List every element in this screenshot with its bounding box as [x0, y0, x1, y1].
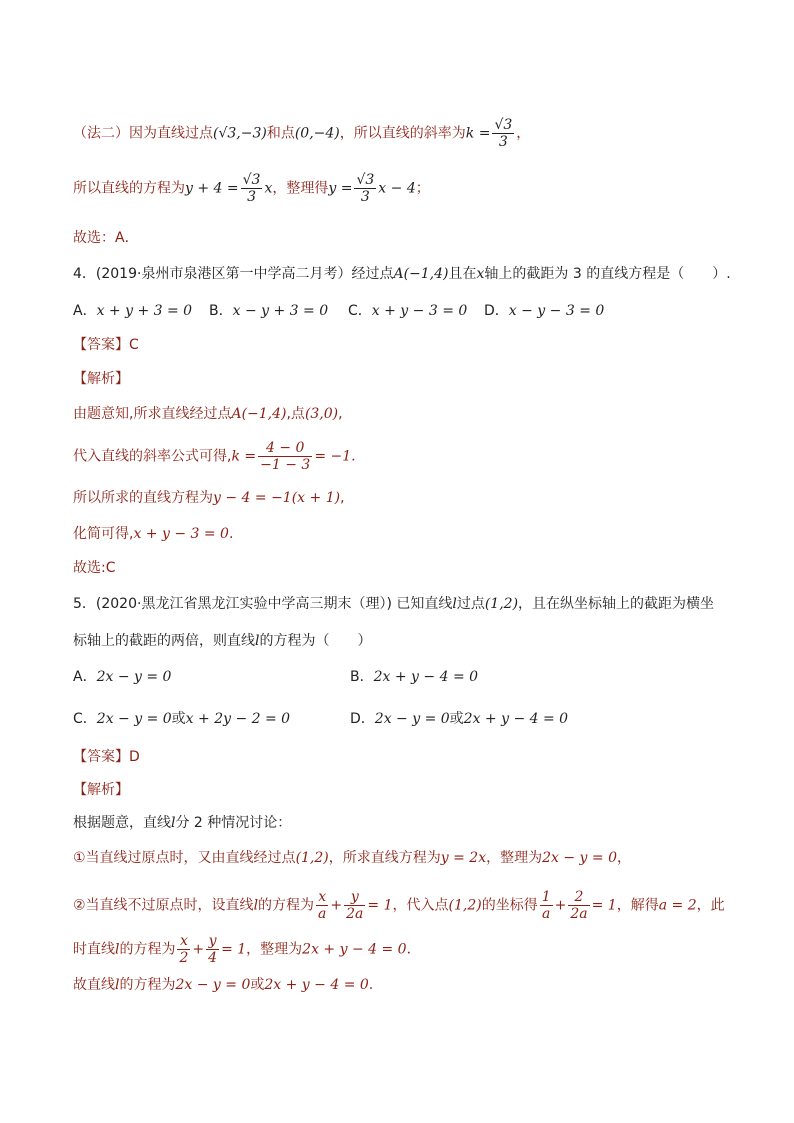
q5-c1-b: ，所求直线方程为	[328, 850, 441, 866]
method2-text2: ，所以直线的斜率为	[339, 125, 466, 142]
method2-point2: (0,−4)	[294, 125, 340, 142]
q4-answer: 【答案】C	[73, 337, 139, 353]
q4-stem-c: 轴上的截距为 3 的直线方程是（ ）.	[484, 266, 731, 282]
answer-prev: 故选：A．	[73, 230, 139, 246]
frac-den: 4	[208, 950, 218, 966]
q5-options-row1	[73, 667, 478, 687]
method2-line	[73, 117, 530, 150]
q5-c2-frac1	[316, 889, 328, 922]
option-text: x + y + 3 = 0	[96, 303, 193, 319]
option-label: A．	[73, 303, 97, 319]
q5-c3-a: 时直线	[73, 941, 115, 958]
q4-s4-end: .	[228, 526, 234, 542]
q4-s2-den: −1 − 3	[260, 457, 311, 473]
frac-num: 2	[568, 889, 589, 906]
frac-num: y	[206, 933, 219, 950]
q5-c3-eq2: 2x + y − 4 = 0	[302, 941, 407, 958]
q4-option-b	[209, 301, 348, 321]
q4-step1	[73, 404, 343, 424]
q5-final	[73, 975, 373, 995]
frac-den: 2a	[346, 906, 364, 922]
q5-c1-c: ，整理为	[486, 850, 543, 866]
q4-s2-k: k =	[231, 448, 257, 465]
q5-l2: l	[255, 633, 260, 649]
q4-choose: 故选:C	[73, 560, 116, 576]
q5-c3-l: l	[115, 941, 120, 958]
q5-point: (1,2)	[484, 596, 519, 612]
q4-step2	[73, 440, 356, 473]
q5-s1-a: 根据题意，直线	[73, 815, 171, 831]
q5-analysis: 【解析】	[73, 782, 129, 798]
option-text: 2x − y = 0	[96, 711, 172, 727]
q5-stem-c: ，且在纵坐标轴上的截距为横坐	[518, 596, 715, 612]
q5-c2-d: 的坐标得	[481, 897, 538, 914]
q5-stem-line1	[73, 594, 714, 614]
equation-prefix: 所以直线的方程为	[73, 180, 185, 197]
q4-s3-a: 所以所求的直线方程为	[73, 490, 213, 506]
q5-option-a	[73, 667, 350, 687]
option-text: 2x − y = 0	[96, 669, 172, 685]
q5-c2-b: 的方程为	[258, 897, 315, 914]
q5-stem-line2	[73, 631, 371, 651]
q4-option-d	[484, 301, 604, 321]
q5-fin-b: 的方程为	[119, 977, 176, 993]
q4-option-a	[73, 301, 209, 321]
q5-stem-b: 过点	[456, 596, 485, 612]
q5-c3-plus: +	[192, 941, 205, 958]
option-text: 2x + y − 4 = 0	[373, 669, 479, 685]
q5-c3-end: ．	[406, 941, 421, 958]
q5-case1	[73, 848, 631, 868]
q5-c2-frac3	[540, 889, 553, 922]
option-label: A．	[73, 669, 97, 685]
q5-option-d	[350, 709, 568, 729]
option-text: x + 2y − 2 = 0	[185, 711, 291, 727]
method2-point1: (√3,−3)	[213, 125, 267, 142]
q5-step1	[73, 813, 291, 833]
option-text: 2x + y − 4 = 0	[463, 711, 569, 727]
q4-s4-eq: x + y − 3 = 0	[133, 526, 229, 542]
q4-s1-c: ,	[338, 406, 343, 422]
q5-s1-b: 分 2 种情况讨论：	[175, 815, 292, 831]
option-text: 2x − y = 0	[374, 711, 450, 727]
q5-c3-b: 的方程为	[119, 941, 176, 958]
q4-s2-num: 4 − 0	[258, 440, 312, 457]
frac-den: a	[541, 906, 551, 922]
q4-s1-p1: A(−1,4)	[231, 406, 287, 422]
frac-num: 1	[541, 889, 551, 905]
q5-c2-frac2	[344, 889, 365, 922]
q5-stem-e: 的方程为（ ）	[259, 633, 372, 649]
option-label: B．	[350, 669, 374, 685]
q4-s4-a: 化简可得,	[73, 526, 134, 542]
method2-prefix: （法二）因为直线过点	[73, 125, 213, 142]
q5-c2-sol: a = 2	[658, 897, 697, 914]
frac-den: 2	[179, 950, 189, 966]
method2-end: ，	[516, 125, 531, 142]
q4-analysis: 【解析】	[73, 371, 129, 387]
equation-fraction2	[354, 172, 376, 205]
q5-c2-plus: +	[330, 897, 343, 914]
q5-fin-l: l	[115, 977, 120, 993]
method2-k-lhs: k =	[465, 125, 491, 142]
q4-s2-fraction	[258, 440, 312, 473]
q5-c3-frac1	[177, 933, 190, 966]
equation-num2: √3	[356, 172, 375, 188]
equation-den: 3	[247, 189, 257, 205]
q5-case2	[73, 889, 725, 922]
method2-k-fraction	[492, 117, 514, 150]
q5-fin-end: .	[368, 977, 374, 993]
q5-c1-a: ①当直线过原点时，又由直线经过点	[73, 850, 296, 866]
equation-lhs2: y =	[328, 180, 353, 197]
q5-c2-f: ，此	[696, 897, 725, 914]
q5-c2-c: ，代入点	[392, 897, 449, 914]
q5-c1-p: (1,2)	[295, 850, 329, 866]
equation-line	[73, 172, 430, 205]
option-or: 或	[171, 711, 186, 727]
q5-case2-cont	[73, 933, 421, 966]
q4-s1-p2: (3,0)	[304, 406, 339, 422]
q5-answer: 【答案】D	[73, 749, 140, 765]
q4-s1-a: 由题意知,所求直线经过点	[73, 406, 232, 422]
frac-num: y	[344, 889, 365, 906]
option-text: x + y − 3 = 0	[371, 303, 468, 319]
frac-num: x	[177, 933, 190, 950]
option-text: x − y + 3 = 0	[232, 303, 329, 319]
q5-c2-p: (1,2)	[448, 897, 482, 914]
q4-axis: x	[476, 266, 485, 282]
option-label: D．	[350, 711, 375, 727]
option-or: 或	[449, 711, 464, 727]
option-label: B．	[209, 303, 233, 319]
q5-c3-frac2	[206, 933, 219, 966]
equation-end: ；	[415, 180, 430, 197]
q4-step3	[73, 488, 345, 508]
q5-fin-a: 故直线	[73, 977, 115, 993]
option-label: C．	[348, 303, 372, 319]
q4-step4	[73, 524, 233, 544]
q5-c2-eq1: = 1	[367, 897, 393, 914]
q5-c1-end: ，	[617, 850, 631, 866]
q5-fin-eq2: 2x + y − 4 = 0	[264, 977, 369, 993]
q4-stem	[73, 264, 731, 284]
q4-options	[73, 301, 604, 321]
q5-c3-eq1: = 1	[221, 941, 247, 958]
q4-stem-a: 4．(2019·泉州市泉港区第一中学高二月考）经过点	[73, 266, 394, 282]
q5-c3-c: ，整理为	[246, 941, 303, 958]
method2-mid: 和点	[266, 125, 295, 142]
equation-lhs: y + 4 =	[185, 180, 239, 197]
q5-c2-plus2: +	[554, 897, 567, 914]
q5-s1-l: l	[171, 815, 176, 831]
equation-x: x	[264, 180, 273, 197]
option-label: D．	[484, 303, 509, 319]
q5-c2-a: ②当直线不过原点时，设直线	[73, 897, 254, 914]
q4-s2-a: 代入直线的斜率公式可得,	[73, 448, 232, 465]
q5-c1-eq2: 2x − y = 0	[542, 850, 617, 866]
q5-c2-eq2: = 1	[591, 897, 617, 914]
q4-s3-end: ,	[340, 490, 345, 506]
option-text: x − y − 3 = 0	[508, 303, 605, 319]
q4-s1-b: ,点	[286, 406, 305, 422]
option-label: C．	[73, 711, 97, 727]
q4-option-c	[348, 301, 484, 321]
frac-num: x	[316, 889, 328, 906]
q5-options-row2	[73, 709, 568, 729]
q5-fin-eq1: 2x − y = 0	[175, 977, 251, 993]
q5-option-c	[73, 709, 350, 729]
q5-c2-frac4	[568, 889, 589, 922]
equation-tail: x − 4	[378, 180, 416, 197]
q5-stem-d: 标轴上的截距的两倍，则直线	[73, 633, 255, 649]
method2-k-den: 3	[498, 134, 508, 150]
q5-l: l	[452, 596, 457, 612]
q5-stem-a: 5．(2020·黑龙江省黑龙江实验中学高三期末（理）) 已知直线	[73, 596, 453, 612]
q5-option-b	[350, 667, 478, 687]
equation-num: √3	[242, 172, 261, 188]
equation-mid: ，整理得	[272, 180, 329, 197]
q5-c2-l: l	[253, 897, 259, 914]
q4-point: A(−1,4)	[393, 266, 449, 282]
frac-den: a	[318, 906, 327, 922]
q5-c2-e: ，解得	[616, 897, 659, 914]
method2-k-num: √3	[494, 117, 513, 133]
q5-fin-or: 或	[250, 977, 265, 993]
equation-fraction	[241, 172, 263, 205]
q4-stem-b: 且在	[448, 266, 477, 282]
frac-den: 2a	[570, 906, 588, 922]
q5-c1-eq: y = 2x	[440, 850, 487, 866]
q4-s2-res: = −1.	[314, 448, 356, 465]
equation-den2: 3	[360, 189, 370, 205]
q4-s3-eq: y − 4 = −1(x + 1)	[213, 490, 341, 506]
